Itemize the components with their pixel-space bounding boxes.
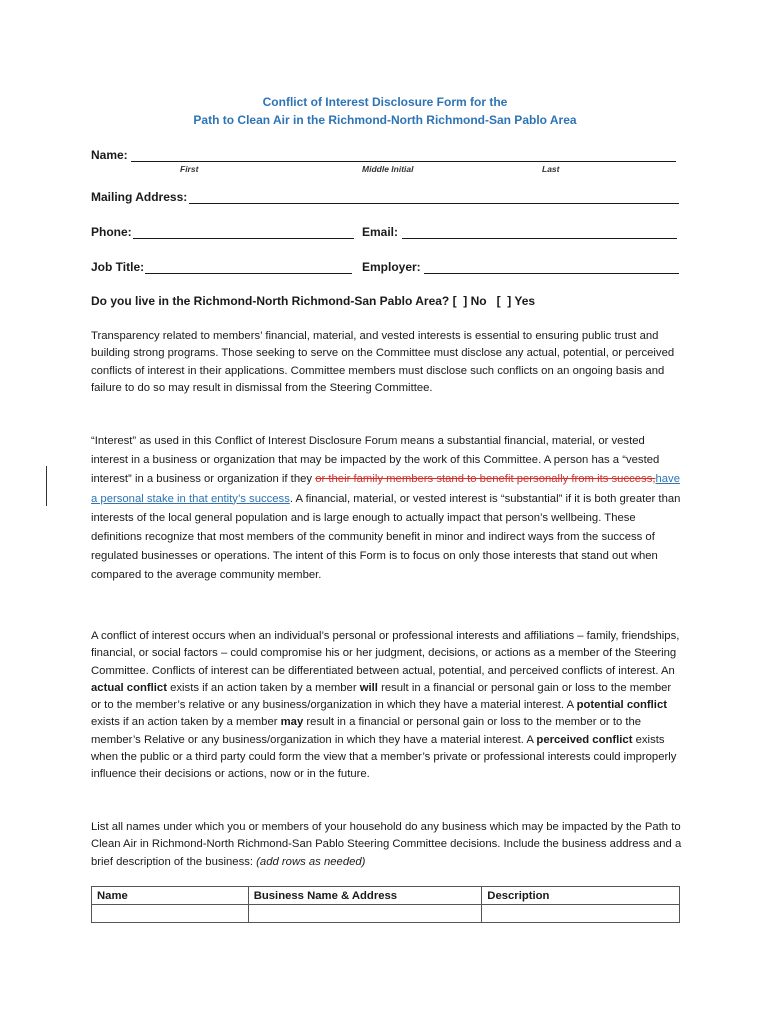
conflict-text-a: A conflict of interest occurs when an individual’s personal or professional interests and affiliations – family, friendships, financial, or social factors – could compromise his or her judgment, decisions, or actions as a member of the Steering Committee. Conflicts of interest can be differentiated between actual, potential, and perceived conflicts of interest. An [91, 630, 680, 677]
actual-conflict-term: actual conflict [91, 681, 167, 694]
table-header-business: Business Name & Address [248, 887, 482, 905]
email-field-line[interactable] [402, 238, 677, 239]
residence-question[interactable]: Do you live in the Richmond-North Richmond-San Pablo Area? [ ] No [ ] Yes [91, 294, 536, 308]
table-header-row [92, 887, 680, 905]
conflict-definition-paragraph [91, 628, 683, 784]
mailing-address-label: Mailing Address: [91, 190, 188, 204]
table-cell-name[interactable] [92, 905, 249, 923]
add-rows-note: (add rows as needed) [256, 855, 366, 868]
potential-conflict-term: potential conflict [576, 699, 667, 712]
name-first-caption: First [180, 164, 199, 174]
name-middle-caption: Middle Initial [362, 164, 414, 174]
table-header-description: Description [482, 887, 680, 905]
perceived-conflict-term: perceived conflict [536, 733, 633, 746]
conflict-text-e: result in a financial or personal gain or loss to the member or to the member’s relative or any business/organization in which they have a material interest. A [91, 681, 672, 712]
table-row[interactable] [92, 905, 680, 923]
phone-label: Phone: [91, 225, 132, 239]
inserted-revision-text: have a personal stake in that entity’s success [91, 473, 680, 505]
form-title-line-1: Conflict of Interest Disclosure Form for the [262, 95, 508, 109]
business-list-instructions [91, 819, 683, 871]
job-title-label: Job Title: [91, 260, 145, 274]
conflict-text-i: result in a financial or personal gain or loss to the member or to the member’s Relative or any business/organization in which they have a material interest. A [91, 716, 642, 746]
name-last-caption: Last [542, 164, 560, 174]
table-header-name: Name [92, 887, 249, 905]
conflict-text-g: exists if an action taken by a member [91, 716, 281, 729]
business-table [91, 886, 680, 923]
employer-label: Employer: [362, 260, 421, 274]
name-label: Name: [91, 148, 128, 162]
interest-definition-paragraph [91, 432, 683, 586]
interest-text-part-2: . A financial, material, or vested interest is “substantial” if it is both greater than interests of the local general population and is large enough to actually impact that person’s wellbeing. These definitions recognize that most members of the community benefit in minor and indirect ways from the success of regulated businesses or operations. The intent of this Form is to focus on only those interests that stand out when compared to the average community member. [91, 492, 681, 582]
may-term: may [280, 716, 304, 729]
will-term: will [359, 681, 378, 694]
form-title-line-2: Path to Clean Air in the Richmond-North Richmond-San Pablo Area [193, 113, 577, 127]
table-cell-description[interactable] [482, 905, 680, 923]
name-field-line[interactable] [131, 161, 676, 162]
mailing-address-field-line[interactable] [189, 203, 679, 204]
conflict-text-c: exists if an action taken by a member [166, 681, 360, 694]
transparency-text: Transparency related to members’ financial, material, and vested interests is essential to ensuring public trust and building strong programs. Those seeking to serve on the Committee must disclose any actual, potential, or perceived conflicts of interest in their applications. Committee members must disclose such conflicts on an ongoing basis and failure to do so may result in dismissal from the Steering Committee. [91, 330, 675, 394]
employer-field-line[interactable] [424, 273, 679, 274]
email-label: Email: [362, 225, 399, 239]
deleted-revision-text: or their family members stand to benefit personally from its success, [315, 473, 656, 486]
business-list-text: List all names under which you or members of your household do any business which may be impacted by the Path to Clean Air in Richmond-North Richmond-San Pablo Steering Committee decisions. Include the business address and a brief description of the business: [91, 821, 682, 868]
phone-field-line[interactable] [133, 238, 354, 239]
table-cell-business[interactable] [248, 905, 482, 923]
interest-text-part-1: “Interest” as used in this Conflict of Interest Disclosure Forum means a substantial financial, material, or vested interest in a business or organization that may be impacted by the work of this Committee. A person has a “vested interest” in a business or organization if they [91, 435, 660, 486]
job-title-field-line[interactable] [145, 273, 352, 274]
transparency-paragraph [91, 328, 683, 397]
revision-change-bar [46, 466, 47, 506]
conflict-text-k: exists when the public or a third party could form the view that a member’s private or professional interests could improperly influence their decisions or actions, now or in the future. [91, 733, 677, 781]
